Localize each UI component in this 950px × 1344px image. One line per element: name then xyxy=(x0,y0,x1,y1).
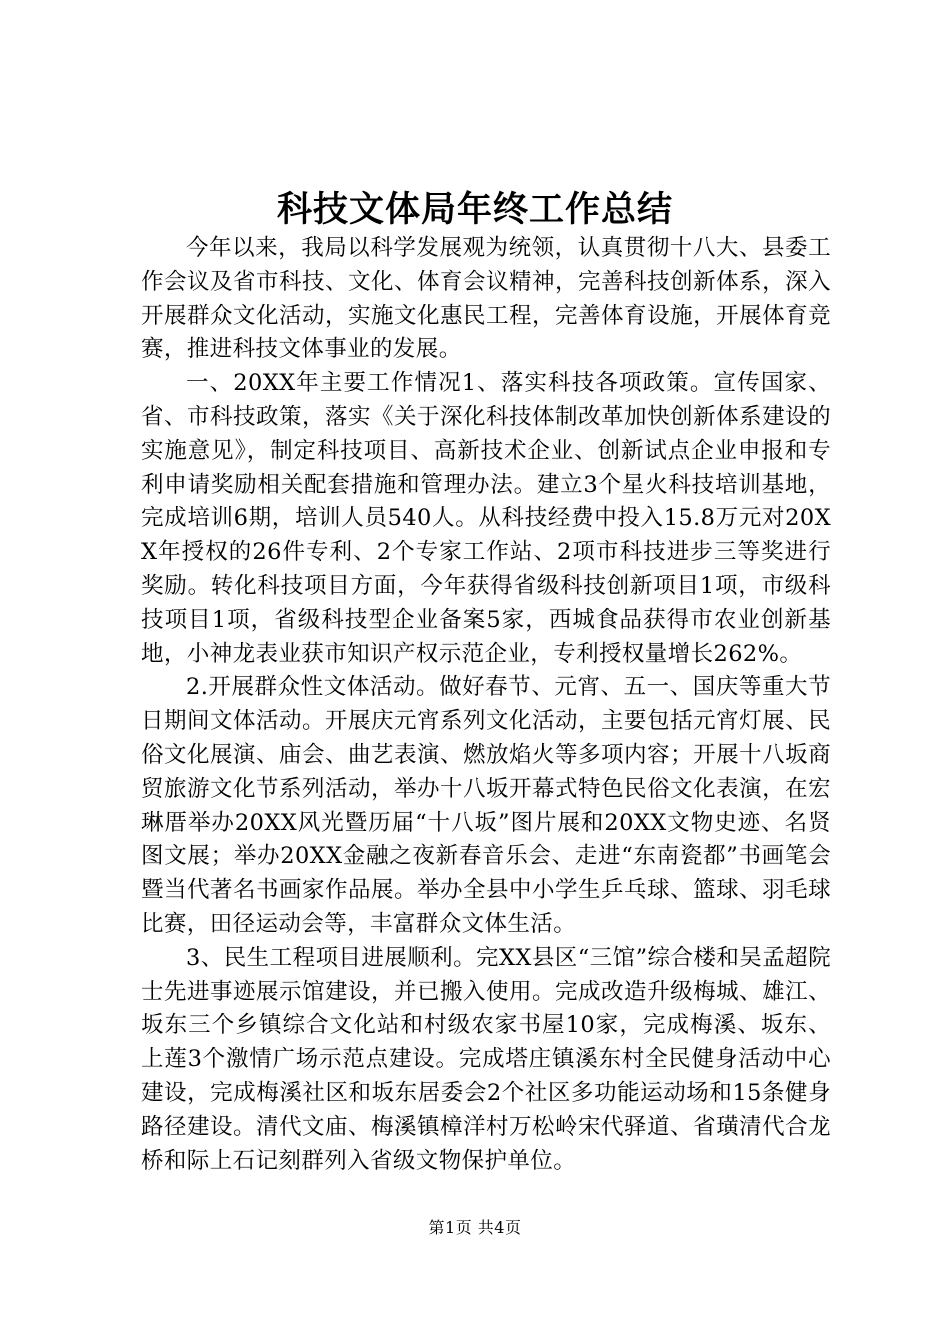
paragraph-cultural-activities: 2.开展群众性文体活动。做好春节、元宵、五一、国庆等重大节日期间文体活动。开展庆元宵系列文化活动，主要包括元宵灯展、民俗文化展演、庙会、曲艺表演、燃放焰火等多项内容；开展十八坂商贸旅游文化节系列活动，举办十八坂开幕式特色民俗文化表演，在宏琳厝举办20XX风光暨历届“十八坂”图片展和20XX文物史迹、名贤图文展；举办20XX金融之夜新春音乐会、走进“东南瓷都”书画笔会暨当代著名书画家作品展。举办全县中小学生乒乓球、篮球、羽毛球比赛，田径运动会等，丰富群众文体生活。 xyxy=(141,674,831,937)
paragraph-livelihood-projects: 3、民生工程项目进展顺利。完XX县区“三馆”综合楼和吴孟超院士先进事迹展示馆建设，并已搬入使用。完成改造升级梅城、雄江、坂东三个乡镇综合文化站和村级农家书屋10家，完成梅溪、坂东、上莲3个激情广场示范点建设。完成塔庄镇溪东村全民健身活动中心建设，完成梅溪社区和坂东居委会2个社区多功能运动场和15条健身路径建设。清代文庙、梅溪镇樟洋村万松岭宋代驿道、省璜清代合龙桥和际上石记刻群列入省级文物保护单位。 xyxy=(141,944,831,1174)
document-body xyxy=(141,232,831,1178)
page-footer: 第1页 共4页 xyxy=(428,1218,522,1237)
paragraph-science-policy: 一、20XX年主要工作情况1、落实科技各项政策。宣传国家、省、市科技政策，落实《关于深化科技体制改革加快创新体系建设的实施意见》，制定科技项目、高新技术企业、创新试点企业申报和专利申请奖励相关配套措施和管理办法。建立3个星火科技培训基地，完成培训6期，培训人员540人。从科技经费中投入15.8万元对20XX年授权的26件专利、2个专家工作站、2项市科技进步三等奖进行奖励。转化科技项目方面，今年获得省级科技创新项目1项，市级科技项目1项，省级科技型企业备案5家，西城食品获得市农业创新基地，小神龙表业获市知识产权示范企业，专利授权量增长262%。 xyxy=(141,370,831,667)
paragraph-intro: 今年以来，我局以科学发展观为统领，认真贯彻十八大、县委工作会议及省市科技、文化、体育会议精神，完善科技创新体系，深入开展群众文化活动，实施文化惠民工程，完善体育设施，开展体育竞赛，推进科技文体事业的发展。 xyxy=(141,235,831,363)
document-title: 科技文体局年终工作总结 xyxy=(276,189,673,230)
